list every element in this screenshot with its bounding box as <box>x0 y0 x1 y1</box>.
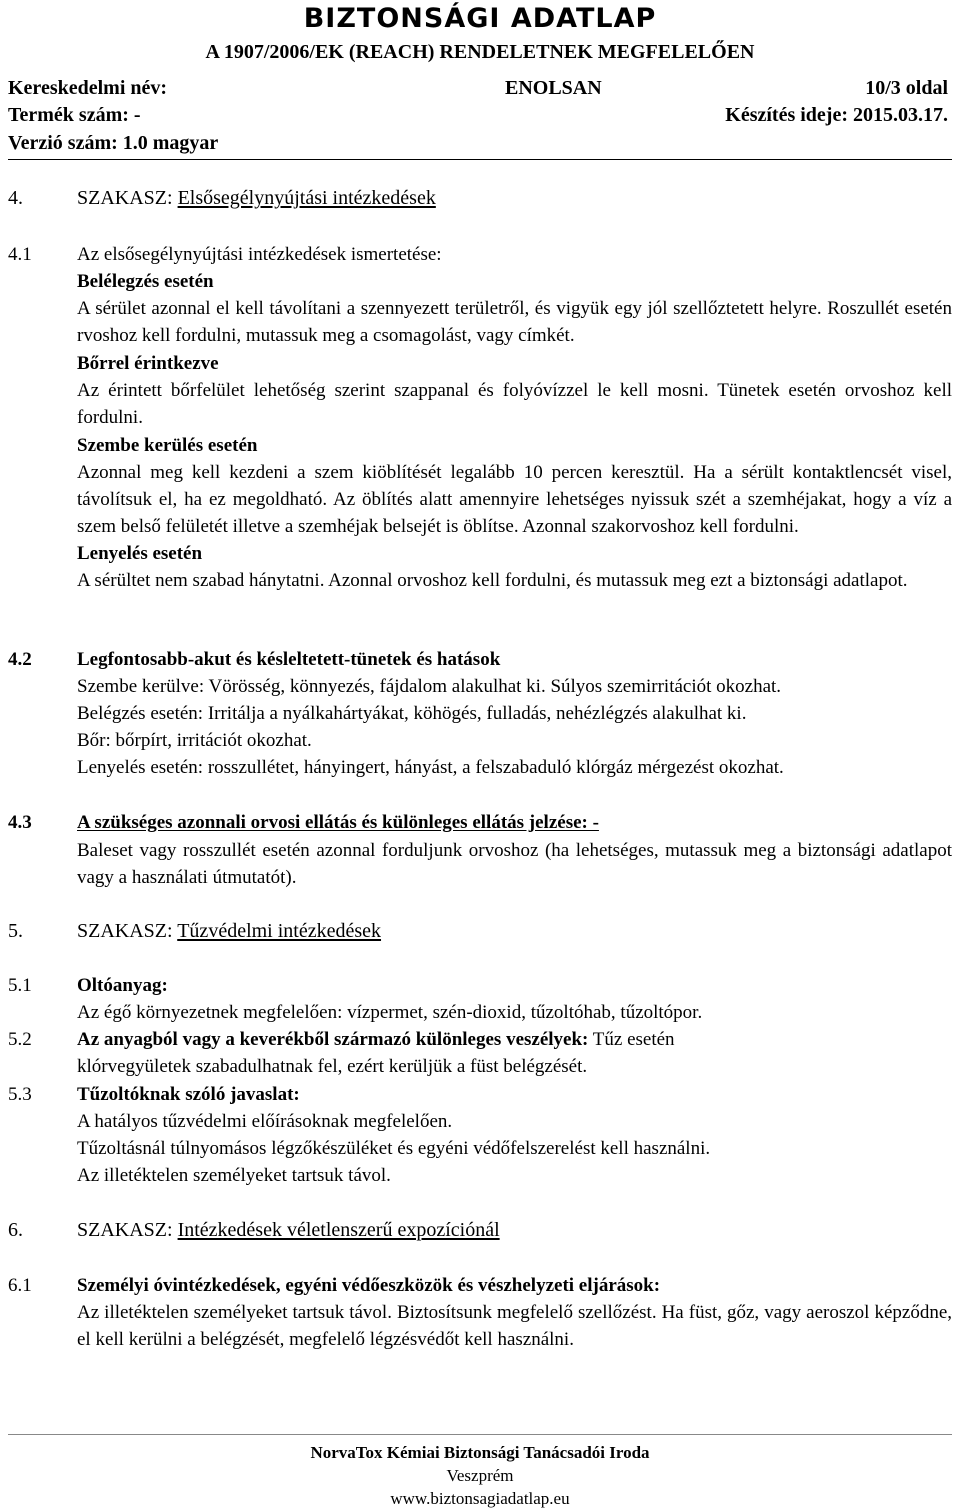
footer-website: www.biztonsagiadatlap.eu <box>390 1489 570 1508</box>
skin-contact-text: Az érintett bőrfelület lehetőség szerint szappanal és folyóvízzel le kell mosni. Tünetek esetén orvoshoz kell fordulni. <box>77 380 952 428</box>
subsection-number: 4.1 <box>8 244 32 265</box>
subsection-number: 4.2 <box>8 649 32 670</box>
inhalation-heading: Belélegzés esetén <box>77 271 214 292</box>
section-4-heading <box>8 184 952 212</box>
ingestion-heading: Lenyelés esetén <box>77 543 203 564</box>
product-number: Termék szám: - <box>8 104 141 126</box>
subsection-number: 5.1 <box>8 975 32 996</box>
section-6-heading <box>8 1216 952 1244</box>
footer-city: Veszprém <box>446 1466 514 1485</box>
document-title: BIZTONSÁGI ADATLAP <box>303 3 657 34</box>
firefighter-advice-2: Tűzoltásnál túlnyomásos légzőkészüléket és egyéni védőfelszerelést kell használni. <box>77 1138 711 1159</box>
subsection-number: 5.2 <box>8 1029 32 1050</box>
subsection-title: Az elsősegélynyújtási intézkedések ismertetése: <box>77 244 442 265</box>
symptom-ingestion: Lenyelés esetén: rosszullétet, hányingert, hányást, a felszabaduló klórgáz mérgezést okozhat. <box>77 757 784 778</box>
subsection-number: 4.3 <box>8 812 32 833</box>
special-hazards-text: klórvegyületek szabadulhatnak fel, ezért kerüljük a füst belégzését. <box>77 1056 588 1077</box>
header-row-2 <box>8 101 948 129</box>
section-5-heading <box>8 917 952 945</box>
page-number: 10/3 oldal <box>865 77 948 99</box>
eye-contact-text: Azonnal meg kell kezdeni a szem kiöblítését legalább 10 percen keresztül. Ha a sérült kontaktlencsét visel, távolítsuk el, ha ez megoldható. Az öblítés alatt amennyire lehetséges nyissuk szét a szemhéjakat, hogy a víz a szem belső felületét illetve a szemhéjak belsejét is öblítse. Azonnal szakorvoshoz kell fordulni. <box>77 462 952 537</box>
regulation-subtitle: A 1907/2006/EK (REACH) RENDELETNEK MEGFELELŐEN <box>205 41 755 63</box>
subsection-title: Legfontosabb-akut és késleltetett-tünetek és hatások <box>77 649 501 670</box>
subsection-title: Személyi óvintézkedések, egyéni védőeszközök és vészhelyzeti eljárások: <box>77 1275 661 1296</box>
section-title: Elsősegélynyújtási intézkedések <box>177 187 436 209</box>
version-number: Verzió szám: 1.0 magyar <box>8 132 219 154</box>
trade-name-label: Kereskedelmi név: <box>8 77 168 99</box>
personal-precautions-text: Az illetéktelen személyeket tartsuk távol. Biztosítsunk megfelelő szellőzést. Ha füst, gőz, vagy aeroszol képződne, el kell kerülni a belégzését, megfelelő légzésvédőt kell használni. <box>77 1302 952 1350</box>
symptom-inhalation: Belégzés esetén: Irritálja a nyálkahártyákat, köhögés, fulladás, nehézlégzés alakulhat ki. <box>77 703 747 724</box>
footer-organization: NorvaTox Kémiai Biztonsági Tanácsadói Iroda <box>310 1443 650 1462</box>
trade-name: ENOLSAN <box>505 77 602 99</box>
extinguishing-media-text: Az égő környezetnek megfelelően: vízpermet, szén-dioxid, tűzoltóhab, tűzoltópor. <box>77 1002 703 1023</box>
firefighter-advice-1: A hatályos tűzvédelmi előírásoknak megfelelően. <box>77 1111 453 1132</box>
prepared-date: Készítés ideje: 2015.03.17. <box>725 104 948 126</box>
subsection-title: A szükséges azonnali orvosi ellátás és különleges ellátás jelzése: - <box>77 812 599 833</box>
subsection-number: 5.3 <box>8 1084 32 1105</box>
section-prefix: SZAKASZ: <box>77 1219 173 1241</box>
symptom-eye: Szembe kerülve: Vörösség, könnyezés, fájdalom alakulhat ki. Súlyos szemirritációt okozhat. <box>77 676 782 697</box>
firefighter-advice-3: Az illetéktelen személyeket tartsuk távol. <box>77 1165 391 1186</box>
subsection-title: Az anyagból vagy a keverékből származó különleges veszélyek: <box>77 1029 589 1050</box>
skin-contact-heading: Bőrrel érintkezve <box>77 353 219 374</box>
section-number: 4. <box>8 187 23 209</box>
section-number: 5. <box>8 920 23 942</box>
special-hazards-text-start: Tűz esetén <box>592 1029 675 1050</box>
header-divider <box>8 159 952 160</box>
header-row-3 <box>8 129 948 157</box>
section-number: 6. <box>8 1219 23 1241</box>
inhalation-text: A sérület azonnal el kell távolítani a szennyezett területről, és vigyük egy jól szellőztetett helyre. Roszullét esetén rvoshoz kell fordulni, mutassuk meg a csomagolást, vagy címkét. <box>77 298 952 346</box>
symptom-skin: Bőr: bőrpírt, irritációt okozhat. <box>77 730 312 751</box>
subsection-number: 6.1 <box>8 1275 32 1296</box>
subsection-title: Tűzoltóknak szóló javaslat: <box>77 1084 300 1105</box>
header-row-1 <box>8 74 948 102</box>
ingestion-text: A sérültet nem szabad hánytatni. Azonnal orvoshoz kell fordulni, és mutassuk meg ezt a biztonsági adatlapot. <box>77 570 908 591</box>
section-prefix: SZAKASZ: <box>77 187 173 209</box>
section-prefix: SZAKASZ: <box>77 920 173 942</box>
section-title: Intézkedések véletlenszerű expozíciónál <box>177 1219 500 1241</box>
medical-attention-text: Baleset vagy rosszullét esetén azonnal forduljunk orvoshoz (ha lehetséges, mutassuk meg a biztonsági adatlapot vagy a használati útmutatót). <box>77 840 952 888</box>
eye-contact-heading: Szembe kerülés esetén <box>77 435 258 456</box>
footer-divider <box>8 1434 952 1435</box>
section-title: Tűzvédelmi intézkedések <box>177 920 382 942</box>
subsection-title: Oltóanyag: <box>77 975 168 996</box>
